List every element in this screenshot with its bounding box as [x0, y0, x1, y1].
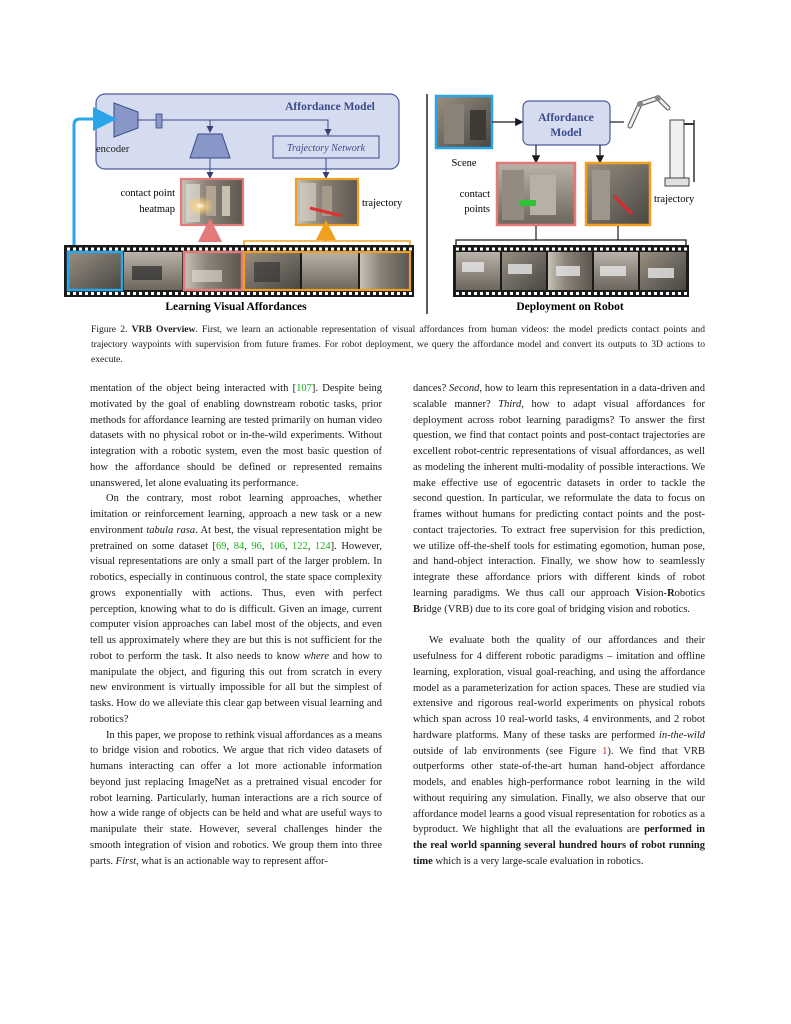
film-sprocket-hole — [492, 248, 495, 251]
film-sprocket-hole — [660, 248, 663, 251]
film-sprocket-hole — [127, 292, 130, 295]
film-sprocket-hole — [624, 292, 627, 295]
film-sprocket-hole — [403, 292, 406, 295]
film-sprocket-hole — [103, 248, 106, 251]
contact-label-line1: contact — [459, 189, 490, 200]
film-sprocket-hole — [672, 292, 675, 295]
film-sprocket-hole — [289, 248, 292, 251]
film-sprocket-hole — [355, 248, 358, 251]
film-sprocket-hole — [343, 292, 346, 295]
film-sprocket-hole — [582, 248, 585, 251]
film-sprocket-hole — [654, 292, 657, 295]
figure-caption — [91, 322, 705, 367]
contact-points-image — [497, 163, 575, 225]
film-sprocket-hole — [576, 248, 579, 251]
left-subtitle: Learning Visual Affordances — [165, 301, 307, 313]
citation-84[interactable]: 84 — [233, 540, 245, 552]
film-sprocket-hole — [570, 248, 573, 251]
film-sprocket-hole — [337, 292, 340, 295]
film-sprocket-hole — [612, 292, 615, 295]
film-sprocket-hole — [319, 248, 322, 251]
film-sprocket-hole — [379, 292, 382, 295]
film-sprocket-hole — [133, 292, 136, 295]
film-sprocket-hole — [247, 292, 250, 295]
film-sprocket-hole — [361, 248, 364, 251]
film-sprocket-hole — [259, 248, 262, 251]
film-sprocket-hole — [163, 292, 166, 295]
citation-69[interactable]: 69 — [216, 540, 227, 552]
film-sprocket-hole — [468, 248, 471, 251]
film-sprocket-hole — [504, 292, 507, 295]
film-sprocket-hole — [301, 292, 304, 295]
film-sprocket-hole — [516, 292, 519, 295]
film-sprocket-hole — [468, 292, 471, 295]
film-sprocket-hole — [85, 292, 88, 295]
film-sprocket-hole — [211, 248, 214, 251]
film-sprocket-hole — [127, 248, 130, 251]
film-sprocket-hole — [504, 248, 507, 251]
film-sprocket-hole — [570, 292, 573, 295]
citation-124[interactable]: 124 — [314, 540, 331, 552]
film-sprocket-hole — [109, 292, 112, 295]
film-sprocket-hole — [552, 292, 555, 295]
film-sprocket-hole — [540, 292, 543, 295]
film-sprocket-hole — [91, 292, 94, 295]
robot-model-label-line1: Affordance — [538, 112, 594, 124]
film-sprocket-hole — [391, 292, 394, 295]
film-sprocket-hole — [612, 248, 615, 251]
film-sprocket-hole — [564, 248, 567, 251]
film-sprocket-hole — [391, 248, 394, 251]
film-sprocket-hole — [486, 292, 489, 295]
film-sprocket-hole — [666, 292, 669, 295]
film-sprocket-hole — [91, 248, 94, 251]
film-sprocket-hole — [594, 292, 597, 295]
film-sprocket-hole — [217, 292, 220, 295]
film-sprocket-hole — [606, 248, 609, 251]
figure-1-reference[interactable]: 1 — [602, 745, 608, 757]
film-sprocket-hole — [289, 292, 292, 295]
figure-2 — [0, 0, 791, 320]
film-sprocket-hole — [672, 248, 675, 251]
film-sprocket-hole — [648, 248, 651, 251]
film-sprocket-hole — [618, 292, 621, 295]
film-sprocket-hole — [133, 248, 136, 251]
film-sprocket-hole — [480, 248, 483, 251]
film-sprocket-hole — [301, 248, 304, 251]
film-sprocket-hole — [546, 292, 549, 295]
contact-label-line2: points — [464, 204, 490, 215]
film-sprocket-hole — [558, 292, 561, 295]
robot-model-label-line2: Model — [550, 127, 582, 139]
film-sprocket-hole — [355, 292, 358, 295]
left-column — [90, 381, 382, 869]
film-sprocket-hole — [522, 248, 525, 251]
film-sprocket-hole — [109, 248, 112, 251]
film-sprocket-hole — [283, 248, 286, 251]
film-sprocket-hole — [349, 248, 352, 251]
film-sprocket-hole — [145, 248, 148, 251]
film-sprocket-hole — [486, 248, 489, 251]
film-sprocket-hole — [331, 292, 334, 295]
film-sprocket-hole — [79, 248, 82, 251]
film-sprocket-hole — [642, 248, 645, 251]
film-sprocket-hole — [307, 248, 310, 251]
film-sprocket-hole — [295, 248, 298, 251]
film-sprocket-hole — [528, 248, 531, 251]
film-sprocket-hole — [157, 292, 160, 295]
film-sprocket-hole — [307, 292, 310, 295]
film-sprocket-hole — [409, 248, 412, 251]
film-sprocket-hole — [594, 248, 597, 251]
film-sprocket-hole — [588, 248, 591, 251]
film-sprocket-hole — [235, 248, 238, 251]
trajectory-label-left: trajectory — [362, 198, 403, 209]
film-sprocket-hole — [546, 248, 549, 251]
film-sprocket-hole — [115, 248, 118, 251]
film-sprocket-hole — [277, 248, 280, 251]
film-sprocket-hole — [534, 248, 537, 251]
film-sprocket-hole — [367, 292, 370, 295]
film-sprocket-hole — [624, 248, 627, 251]
heatmap-image — [181, 179, 243, 225]
citation-122[interactable]: 122 — [291, 540, 308, 552]
film-sprocket-hole — [163, 248, 166, 251]
film-sprocket-hole — [361, 292, 364, 295]
film-sprocket-hole — [265, 292, 268, 295]
film-sprocket-hole — [510, 292, 513, 295]
right-paragraph-2: We evaluate both the quality of our affordances and their usefulness for 4 different robotic paradigms – imitation and offline learning, exploration, visual goal-reaching, and using the affordance model as a parameterization for action spaces. These are studied via extensive and rigorous real-world experiments on physical robots which span across 10 real-world tasks, 4 environments, and 2 robot hardware platforms. Many of these tasks are performed in-the-wild outside of lab environments (see Figure 1). We find that VRB outperforms other state-of-the-art human hand-object affordance models, and enables high-performance robot learning in the wild without requiring any simulation. Finally, we also observe that our affordance model learns a good visual representation for robotics as a byproduct. We highlight that all the evaluations are performed in the real world spanning several hundred hours of robot running time which is a very large-scale evaluation in robotics. — [413, 635, 705, 867]
film-sprocket-hole — [97, 292, 100, 295]
film-sprocket-hole — [247, 248, 250, 251]
film-sprocket-hole — [540, 248, 543, 251]
film-sprocket-hole — [253, 248, 256, 251]
film-sprocket-hole — [492, 292, 495, 295]
film-sprocket-hole — [660, 292, 663, 295]
film-sprocket-hole — [684, 292, 687, 295]
film-sprocket-hole — [271, 292, 274, 295]
film-sprocket-hole — [325, 248, 328, 251]
film-sprocket-hole — [139, 248, 142, 251]
film-sprocket-hole — [187, 292, 190, 295]
film-sprocket-hole — [534, 292, 537, 295]
film-sprocket-hole — [516, 248, 519, 251]
film-sprocket-hole — [241, 248, 244, 251]
heatmap-label-line2: heatmap — [139, 204, 175, 215]
film-sprocket-hole — [642, 292, 645, 295]
citation-106[interactable]: 106 — [269, 540, 285, 552]
film-sprocket-hole — [636, 292, 639, 295]
film-sprocket-hole — [397, 248, 400, 251]
film-sprocket-hole — [379, 248, 382, 251]
film-sprocket-hole — [259, 292, 262, 295]
film-sprocket-hole — [169, 248, 172, 251]
film-sprocket-hole — [199, 248, 202, 251]
film-sprocket-hole — [456, 248, 459, 251]
film-sprocket-hole — [199, 292, 202, 295]
film-sprocket-hole — [121, 292, 124, 295]
film-sprocket-hole — [193, 292, 196, 295]
right-column — [413, 381, 705, 870]
film-sprocket-hole — [666, 248, 669, 251]
film-sprocket-hole — [73, 292, 76, 295]
caption-title: VRB Overview — [131, 324, 196, 335]
film-sprocket-hole — [145, 292, 148, 295]
film-sprocket-hole — [343, 248, 346, 251]
film-sprocket-hole — [223, 292, 226, 295]
film-sprocket-hole — [187, 248, 190, 251]
film-sprocket-hole — [385, 248, 388, 251]
film-sprocket-hole — [498, 292, 501, 295]
film-sprocket-hole — [67, 292, 70, 295]
film-sprocket-hole — [211, 292, 214, 295]
caption-label: Figure 2. — [91, 324, 128, 335]
film-sprocket-hole — [271, 248, 274, 251]
film-sprocket-hole — [175, 292, 178, 295]
film-sprocket-hole — [115, 292, 118, 295]
film-sprocket-hole — [193, 248, 196, 251]
scene-label: Scene — [451, 158, 477, 169]
film-sprocket-hole — [121, 248, 124, 251]
heatmap-label-line1: contact point — [120, 188, 175, 199]
affordance-model-title: Affordance Model — [285, 101, 375, 113]
citation-96[interactable]: 96 — [251, 540, 262, 552]
film-sprocket-hole — [295, 292, 298, 295]
film-sprocket-hole — [600, 292, 603, 295]
film-sprocket-hole — [385, 292, 388, 295]
film-sprocket-hole — [97, 248, 100, 251]
left-paragraph-3: In this paper, we propose to rethink visual affordances as a means to bridge vision and robotics. We argue that rich video datasets of humans interacting can offer a lot more actionable information beyond just replacing ImageNet as a pretrained visual encoder for robot learning. Particularly, human interactions are a rich source of how a wide range of objects can be held and what are useful ways to manipulate their state. However, several challenges hinder the smooth integration of vision and robotics. We group them into three parts. First, what is an actionable way to represent affor- — [90, 729, 382, 867]
film-sprocket-hole — [582, 292, 585, 295]
film-sprocket-hole — [229, 248, 232, 251]
film-sprocket-hole — [85, 248, 88, 251]
film-sprocket-hole — [73, 248, 76, 251]
film-sprocket-hole — [103, 292, 106, 295]
film-sprocket-hole — [319, 292, 322, 295]
film-sprocket-hole — [217, 248, 220, 251]
right-subtitle: Deployment on Robot — [516, 301, 624, 313]
film-sprocket-hole — [79, 292, 82, 295]
film-sprocket-hole — [325, 292, 328, 295]
film-sprocket-hole — [373, 292, 376, 295]
film-sprocket-hole — [409, 292, 412, 295]
film-sprocket-hole — [205, 248, 208, 251]
film-sprocket-hole — [588, 292, 591, 295]
film-sprocket-hole — [510, 248, 513, 251]
film-sprocket-hole — [253, 292, 256, 295]
film-sprocket-hole — [175, 248, 178, 251]
film-sprocket-hole — [283, 292, 286, 295]
film-sprocket-hole — [678, 292, 681, 295]
trajectory-image — [296, 179, 358, 225]
film-sprocket-hole — [654, 248, 657, 251]
film-sprocket-hole — [277, 292, 280, 295]
citation-107[interactable]: 107 — [296, 383, 312, 394]
left-paragraph-2: On the contrary, most robot learning approaches, whether imitation or reinforcement learning, approach a new task or a new environment tabula rasa. At best, the visual representation might be pretrained on some dataset [69, 84, 96, 106, 122, 124]. However, visual representations are only a small part of the larger problem. In robotics, especially in continuous control, the state space complexity grows exponentially with actions. Thus, even with perfect perception, knowing what to do is difficult. Given an image, current computer vision approaches can label most of the objects, and even tell us approximately where they are but this is not sufficient for the robot to perform the task. It also needs to know where and how to manipulate the object, and figuring this out from scratch in every new environment is virtually impossible for all but the simplest of tasks. How do we alleviate this clear gap between visual learning and robotics? — [90, 493, 383, 725]
film-sprocket-hole — [235, 292, 238, 295]
film-sprocket-hole — [456, 292, 459, 295]
film-sprocket-hole — [678, 248, 681, 251]
film-sprocket-hole — [636, 248, 639, 251]
film-sprocket-hole — [205, 292, 208, 295]
film-sprocket-hole — [558, 248, 561, 251]
right-film-strip — [453, 245, 689, 297]
film-sprocket-hole — [480, 292, 483, 295]
robot-trajectory-image — [586, 163, 650, 225]
caption-text: . First, we learn an actionable representation of visual affordances from human videos: the model predicts contact points and trajectory waypoints with supervision from future frames. For robot deployment, we query the affordance model and convert its outputs to 3D actions to execute. — [91, 324, 705, 365]
film-sprocket-hole — [241, 292, 244, 295]
right-paragraph-1: dances? Second, how to learn this representation in a data-driven and scalable manner? Third, how to adapt visual affordances for deployment across robot learning paradigms? To answer the first question, we find that contact points and post-contact trajectories are excellent robot-centric representations of visual affordances, as well as modeling the inherent multi-modality of possible interactions. We make effective use of egocentric datasets in order to tackle the second question. In particular, we reformulate the data to focus on frames without humans for predicting contact points and the post-contact trajectories. To extract free supervision for this prediction, we utilize off-the-shelf tools for estimating egomotion, human pose, and hand-object interaction. Finally, we show how to seamlessly integrate these affordance priors with different kinds of robot learning paradigms. We thus call our approach Vision-Robotics Bridge (VRB) due to its core goal of bridging vision and robotics. — [413, 383, 705, 615]
film-sprocket-hole — [349, 292, 352, 295]
film-sprocket-hole — [403, 248, 406, 251]
film-sprocket-hole — [474, 248, 477, 251]
latent-feature — [156, 114, 162, 128]
film-sprocket-hole — [229, 292, 232, 295]
film-sprocket-hole — [462, 292, 465, 295]
film-sprocket-hole — [576, 292, 579, 295]
film-sprocket-hole — [181, 248, 184, 251]
film-sprocket-hole — [630, 248, 633, 251]
film-sprocket-hole — [462, 248, 465, 251]
film-sprocket-hole — [313, 292, 316, 295]
film-sprocket-hole — [474, 292, 477, 295]
film-sprocket-hole — [223, 248, 226, 251]
film-sprocket-hole — [151, 248, 154, 251]
film-sprocket-hole — [367, 248, 370, 251]
film-sprocket-hole — [630, 292, 633, 295]
film-sprocket-hole — [552, 248, 555, 251]
scene-image — [436, 96, 492, 148]
film-sprocket-hole — [600, 248, 603, 251]
film-sprocket-hole — [151, 292, 154, 295]
left-paragraph-1: mentation of the object being interacted with [107]. Despite being motivated by the goal of enabling downstream robotic tasks, prior methods for affordance learning are tested primarily on human video datasets with no physical robot or in-the-wild experiments. Without integration with a robotic system, even the most basic question of how the affordance should be defined or represented remains unanswered, let alone evaluating its performance. — [90, 383, 382, 489]
film-sprocket-hole — [606, 292, 609, 295]
film-sprocket-hole — [169, 292, 172, 295]
film-sprocket-hole — [67, 248, 70, 251]
film-sprocket-hole — [331, 248, 334, 251]
film-sprocket-hole — [157, 248, 160, 251]
film-sprocket-hole — [139, 292, 142, 295]
film-sprocket-hole — [648, 292, 651, 295]
film-sprocket-hole — [498, 248, 501, 251]
film-sprocket-hole — [181, 292, 184, 295]
film-sprocket-hole — [313, 248, 316, 251]
left-film-strip — [64, 245, 414, 297]
encoder-label: encoder — [96, 144, 130, 155]
film-sprocket-hole — [337, 248, 340, 251]
trajectory-label-right: trajectory — [654, 194, 695, 205]
film-sprocket-hole — [564, 292, 567, 295]
film-sprocket-hole — [265, 248, 268, 251]
film-sprocket-hole — [522, 292, 525, 295]
film-sprocket-hole — [397, 292, 400, 295]
film-sprocket-hole — [528, 292, 531, 295]
film-sprocket-hole — [684, 248, 687, 251]
film-sprocket-hole — [618, 248, 621, 251]
film-sprocket-hole — [373, 248, 376, 251]
trajectory-network-label: Trajectory Network — [286, 143, 366, 154]
